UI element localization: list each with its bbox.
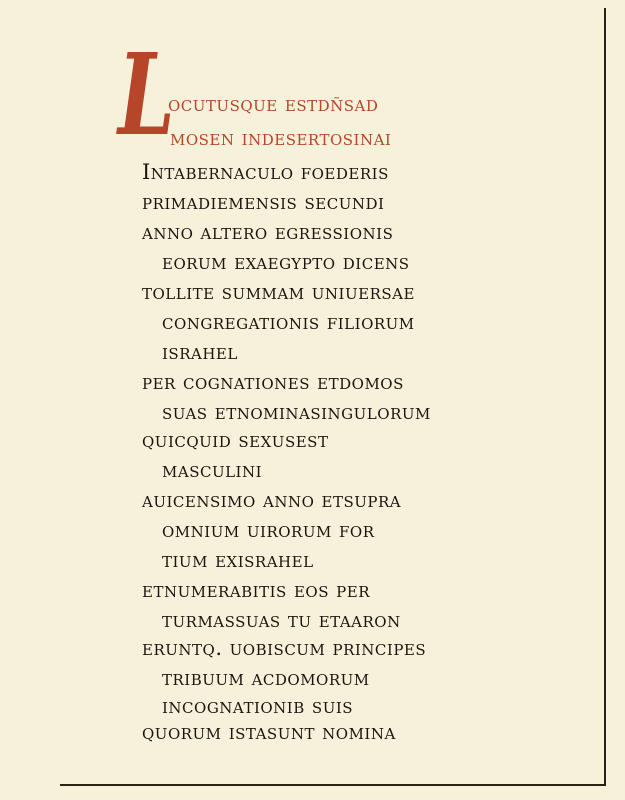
text-line: eruntq. uobiscum principes — [142, 636, 427, 660]
text-line: anno altero egressionis — [142, 220, 394, 244]
text-line: israhel — [162, 340, 238, 364]
text-line: masculini — [162, 458, 263, 482]
text-line: auicensimo anno etsupra — [142, 488, 402, 512]
text-line: quorum istasunt nomina — [142, 720, 396, 744]
text-line: ocutusque estdñsad — [168, 92, 379, 116]
text-line: turmassuas tu etaaron — [162, 608, 401, 632]
text-line: congregationis filiorum — [162, 310, 415, 334]
text-line: quicquid sexusest — [142, 428, 329, 452]
text-line: Intabernaculo foederis — [142, 160, 389, 184]
text-line: incognationib suis — [162, 694, 354, 718]
text-line: per cognationes etdomos — [142, 370, 404, 394]
text-line: tribuum acdomorum — [162, 666, 370, 690]
text-line: omnium uirorum for — [162, 518, 375, 542]
text-line: etnumerabitis eos per — [142, 578, 371, 602]
text-line: tollite summam uniuersae — [142, 280, 415, 304]
text-line: mosen indesertosinai — [170, 126, 392, 150]
text-line: tium exisrahel — [162, 548, 314, 572]
text-line: eorum exaegypto dicens — [162, 250, 410, 274]
text-line: suas etnominasingulorum — [162, 400, 431, 424]
text-line: primadiemensis secundi — [142, 190, 385, 214]
decorated-initial: L — [118, 30, 175, 161]
